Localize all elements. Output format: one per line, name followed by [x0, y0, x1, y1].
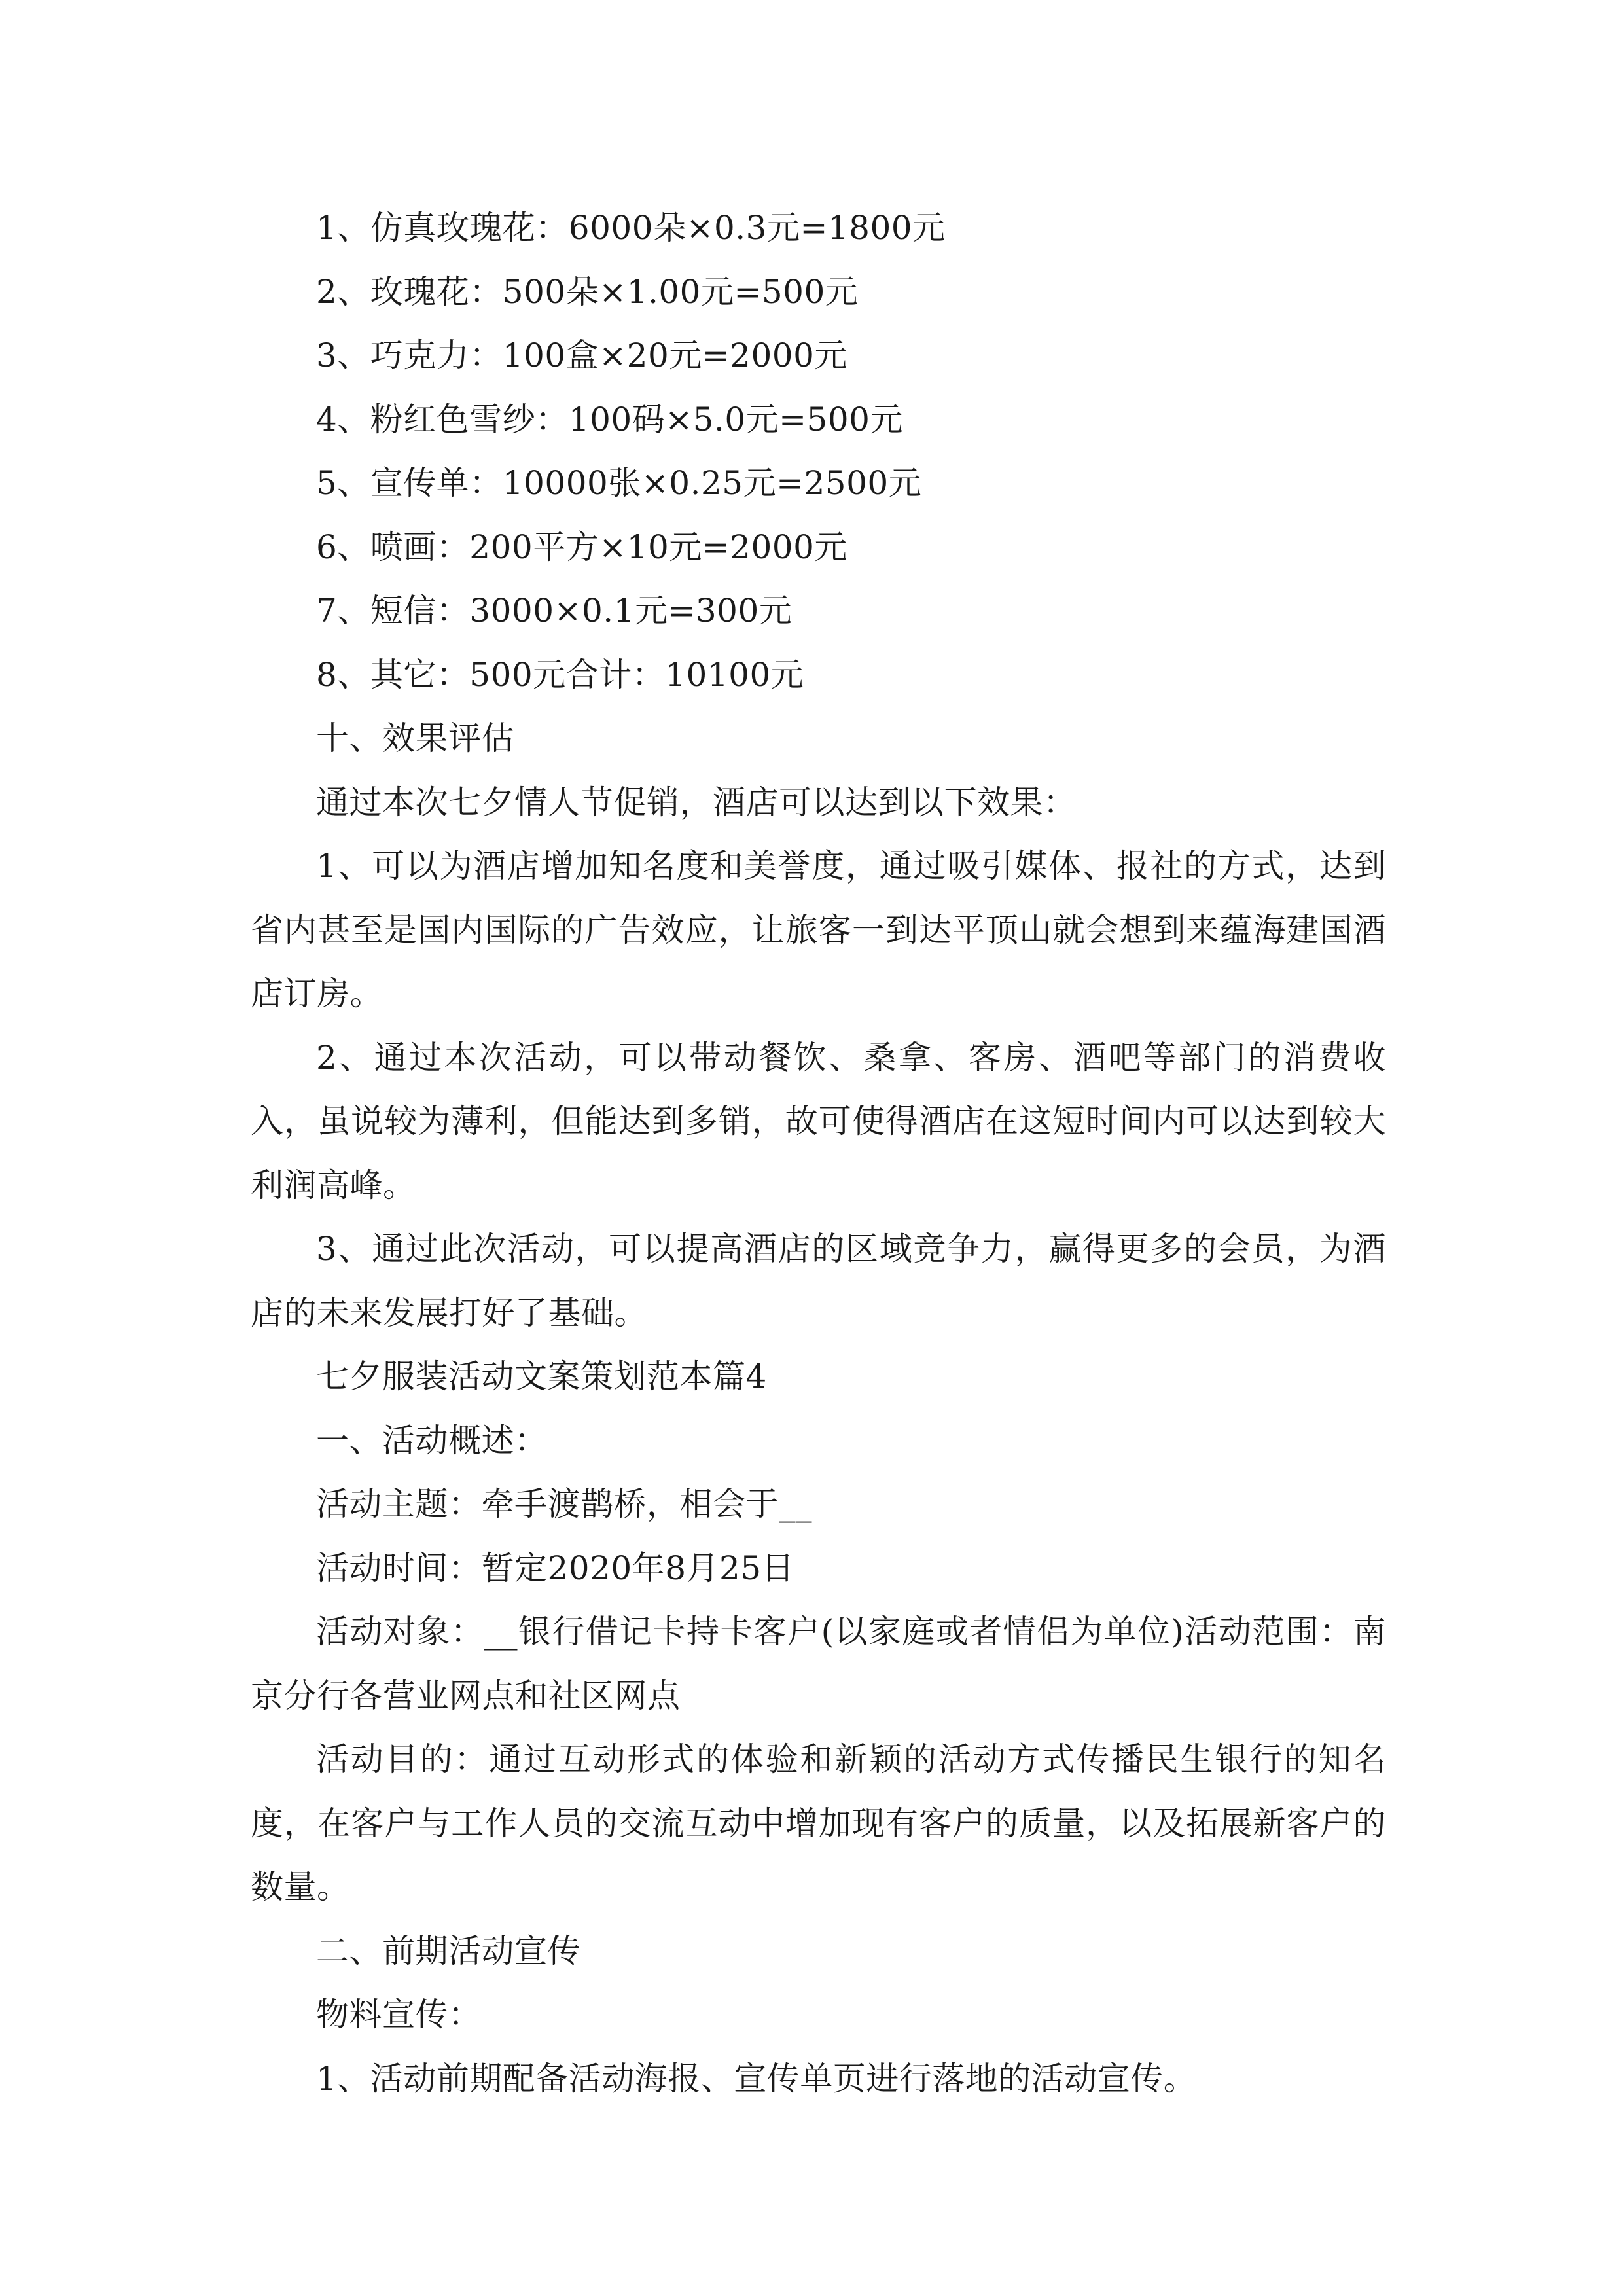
activity-theme: 活动主题：牵手渡鹊桥，相会于__ [316, 1485, 812, 1523]
section-heading-promotion: 二、前期活动宣传 [316, 1931, 580, 1970]
activity-target: 活动对象：__银行借记卡持卡客户(以家庭或者情侣为单位)活动范围：南京分行各营业网点和社区网点 [251, 1613, 1386, 1715]
budget-item-6: 6、喷画：200平方×10元=2000元 [316, 528, 847, 566]
budget-item-4: 4、粉红色雪纱：100码×5.0元=500元 [316, 400, 903, 439]
budget-item-7: 7、短信：3000×0.1元=300元 [316, 592, 793, 630]
material-promotion-label: 物料宣传： [316, 1996, 482, 2034]
budget-item-3: 3、巧克力：100盒×20元=2000元 [316, 336, 847, 374]
article-title: 七夕服装活动文案策划范本篇4 [316, 1357, 767, 1395]
evaluation-point-3: 3、通过此次活动，可以提高酒店的区域竞争力，赢得更多的会员，为酒店的未来发展打好了基础。 [251, 1230, 1386, 1332]
evaluation-intro: 通过本次七夕情人节促销，酒店可以达到以下效果： [316, 783, 1077, 821]
budget-item-8: 8、其它：500元合计：10100元 [316, 655, 804, 694]
activity-time: 活动时间：暂定2020年8月25日 [316, 1549, 795, 1587]
budget-item-2: 2、玫瑰花：500朵×1.00元=500元 [316, 272, 859, 311]
activity-purpose: 活动目的：通过互动形式的体验和新颖的活动方式传播民生银行的知名度，在客户与工作人员的交流互动中增加现有客户的质量，以及拓展新客户的数量。 [251, 1740, 1386, 1906]
section-heading-evaluation: 十、效果评估 [316, 719, 514, 757]
promotion-point-1: 1、活动前期配备活动海报、宣传单页进行落地的活动宣传。 [316, 2059, 1197, 2098]
section-heading-overview: 一、活动概述： [316, 1421, 548, 1460]
evaluation-point-1: 1、可以为酒店增加知名度和美誉度，通过吸引媒体、报社的方式，达到省内甚至是国内国际的广告效应，让旅客一到达平顶山就会想到来蕴海建国酒店订房。 [251, 847, 1386, 1013]
evaluation-point-2: 2、通过本次活动，可以带动餐饮、桑拿、客房、酒吧等部门的消费收入，虽说较为薄利，但能达到多销，故可使得酒店在这短时间内可以达到较大利润高峰。 [251, 1038, 1386, 1204]
budget-item-1: 1、仿真玫瑰花：6000朵×0.3元=1800元 [316, 209, 946, 247]
document-body [251, 196, 1386, 2111]
budget-item-5: 5、宣传单：10000张×0.25元=2500元 [316, 464, 922, 502]
